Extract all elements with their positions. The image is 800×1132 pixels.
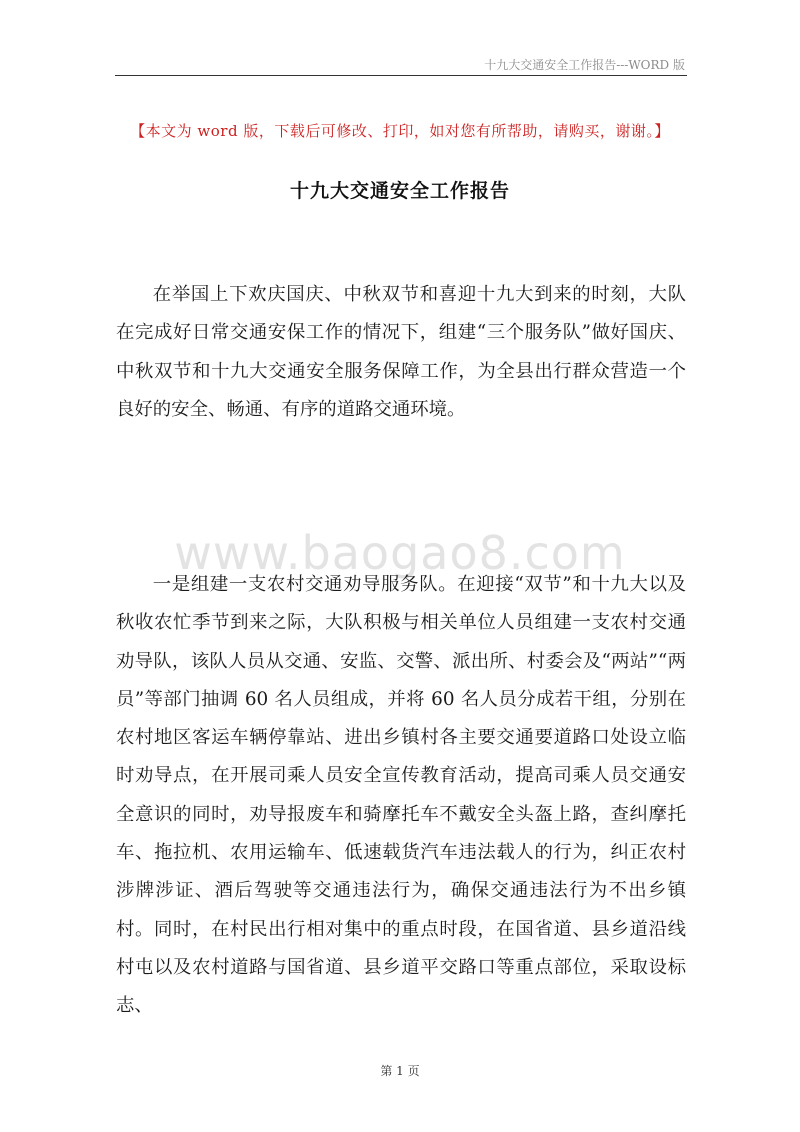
running-header-title: 十九大交通安全工作报告---WORD 版 xyxy=(484,58,685,72)
page-number: 第 1 页 xyxy=(380,1064,420,1078)
purchase-notice: 【本文为 word 版，下载后可修改、打印，如对您有所帮助，请购买，谢谢。】 xyxy=(130,122,670,140)
header-divider xyxy=(115,75,687,76)
body-paragraph-1: 在举国上下欢庆国庆、中秋双节和喜迎十九大到来的时刻，大队在完成好日常交通安保工作的情况下，组建“三个服务队”做好国庆、中秋双节和十九大交通安全服务保障工作，为全县出行群众营造一个良好的安全、畅通、有序的道路交通环境。 xyxy=(116,284,686,420)
document-title: 十九大交通安全工作报告 xyxy=(289,180,510,202)
site-watermark: www.baogao8.com xyxy=(174,526,626,580)
body-paragraph-2: 一是组建一支农村交通劝导服务队。在迎接“双节”和十九大以及秋收农忙季节到来之际，大队积极与相关单位人员组建一支农村交通劝导队，该队人员从交通、安监、交警、派出所、村委会及“两站”“两员”等部门抽调 60 名人员组成，并将 60 名人员分成若干组，分别在农村地区客运车辆停靠站、进出乡镇村各主要交通要道路口处设立临时劝导点，在开展司乘人员安全宣传教育活动，提高司乘人员交通安全意识的同时，劝导报废车和骑摩托车不戴安全头盔上路，查纠摩托车、拖拉机、农用运输车、低速载货汽车违法载人的行为，纠正农村涉牌涉证、酒后驾驶等交通违法行为，确保交通违法行为不出乡镇村。同时，在村民出行相对集中的重点时段，在国省道、县乡道沿线村屯以及农村道路与国省道、县乡道平交路口等重点部位，采取设标志、 xyxy=(116,574,686,1017)
